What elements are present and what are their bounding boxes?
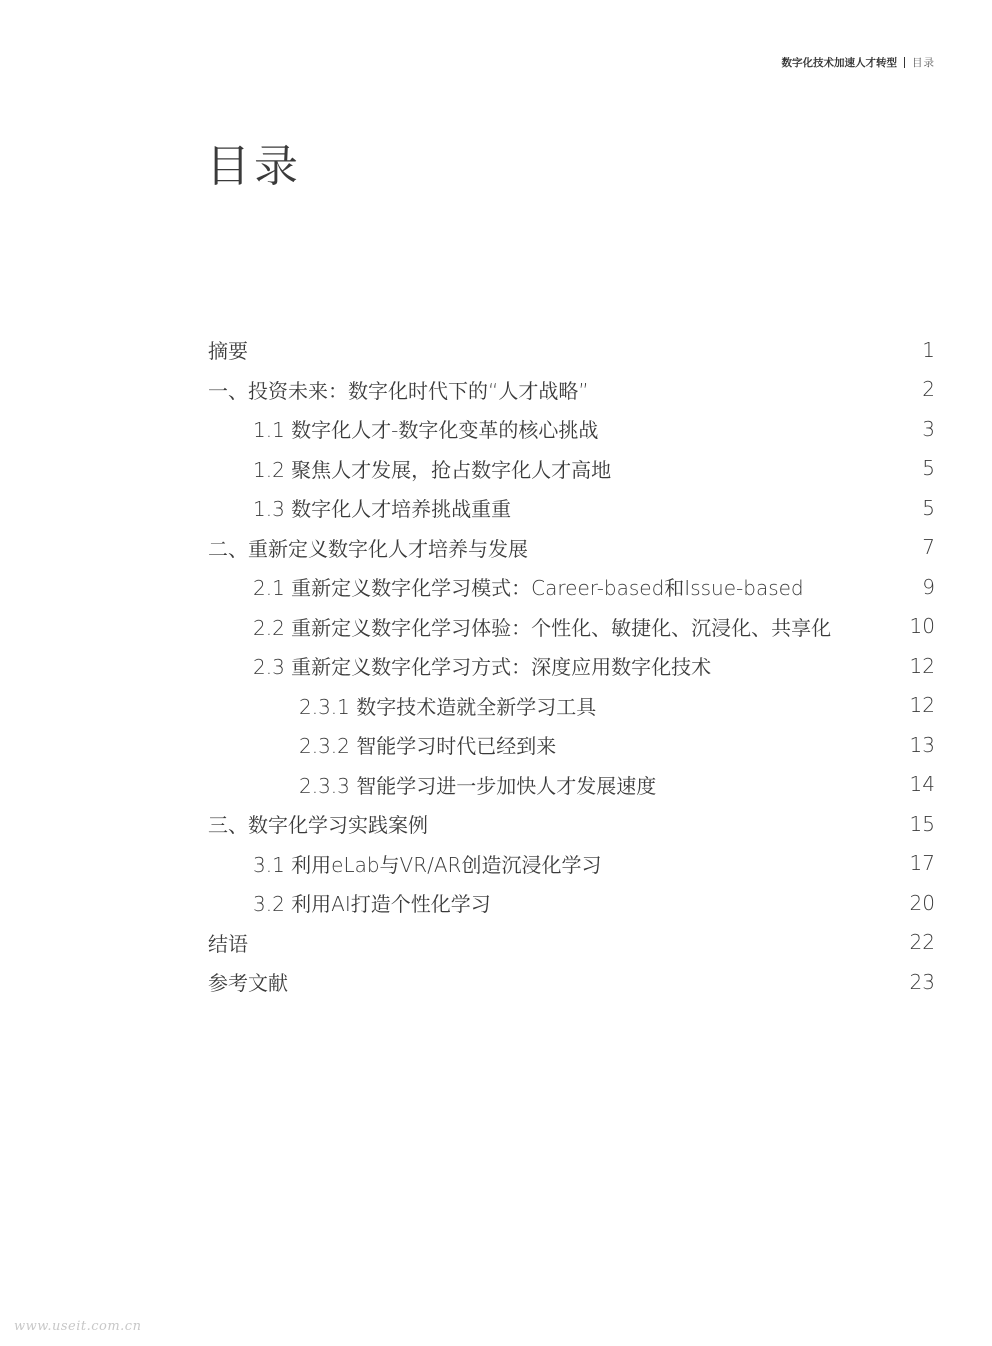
toc-entry-title: 2.1 重新定义数字化学习模式：Career-based和Issue-based xyxy=(253,576,804,601)
toc-entry-title: 一、投资未来：数字化时代下的“人才战略” xyxy=(208,378,589,403)
toc-entry[interactable] xyxy=(208,607,935,647)
toc-entry-page-number: 14 xyxy=(909,772,935,797)
toc-entry-title: 结语 xyxy=(208,931,248,956)
toc-entry-title: 摘要 xyxy=(208,339,248,364)
page-title: 目录 xyxy=(206,141,302,192)
toc-entry-page-number: 5 xyxy=(922,495,935,520)
toc-entry[interactable] xyxy=(208,962,935,1002)
toc-entry-page-number: 12 xyxy=(909,693,935,718)
toc-entry-page-number: 20 xyxy=(909,890,935,915)
toc-entry[interactable] xyxy=(208,883,935,923)
header-doc-title: 数字化技术加速人才转型 xyxy=(781,57,897,69)
toc-entry-page-number: 9 xyxy=(922,574,935,599)
running-header xyxy=(782,55,936,70)
toc-entry-title: 1.3 数字化人才培养挑战重重 xyxy=(253,497,512,522)
toc-entry-title: 参考文献 xyxy=(208,971,288,996)
toc-entry-page-number: 5 xyxy=(922,456,935,481)
header-section-label: 目录 xyxy=(912,57,935,69)
toc-entry-page-number: 17 xyxy=(909,851,935,876)
toc-entry-title: 2.3.2 智能学习时代已经到来 xyxy=(299,734,557,759)
toc-entry-title: 二、重新定义数字化人才培养与发展 xyxy=(208,536,528,561)
toc-entry[interactable] xyxy=(208,725,935,765)
toc-entry-page-number: 13 xyxy=(909,732,935,757)
toc-entry[interactable] xyxy=(208,488,935,528)
toc-entry-page-number: 1 xyxy=(922,337,935,362)
toc-entry-title: 2.3.3 智能学习进一步加快人才发展速度 xyxy=(299,773,657,798)
toc-entry-page-number: 10 xyxy=(909,614,935,639)
toc-entry-title: 2.3.1 数字技术造就全新学习工具 xyxy=(299,694,597,719)
toc-entry[interactable] xyxy=(208,370,935,410)
toc-entry-title: 1.2 聚焦人才发展，抢占数字化人才高地 xyxy=(253,457,612,482)
watermark: www.useit.com.cn xyxy=(14,1319,142,1334)
toc-entry-page-number: 22 xyxy=(909,930,935,955)
toc-entry[interactable] xyxy=(208,804,935,844)
toc-entry-page-number: 15 xyxy=(909,811,935,836)
toc-entry[interactable] xyxy=(208,330,935,370)
toc-entry-page-number: 7 xyxy=(922,535,935,560)
toc-entry-title: 三、数字化学习实践案例 xyxy=(208,813,428,838)
table-of-contents xyxy=(208,330,935,1002)
toc-entry-page-number: 3 xyxy=(922,416,935,441)
toc-entry-page-number: 12 xyxy=(909,653,935,678)
toc-entry[interactable] xyxy=(208,923,935,963)
toc-entry-title: 3.1 利用eLab与VR/AR创造沉浸化学习 xyxy=(253,852,602,877)
toc-entry[interactable] xyxy=(208,567,935,607)
toc-entry[interactable] xyxy=(208,844,935,884)
toc-entry-page-number: 23 xyxy=(909,969,935,994)
toc-entry-page-number: 2 xyxy=(922,377,935,402)
header-separator xyxy=(904,57,905,68)
toc-entry[interactable] xyxy=(208,765,935,805)
toc-entry[interactable] xyxy=(208,409,935,449)
toc-entry[interactable] xyxy=(208,449,935,489)
toc-entry-title: 2.2 重新定义数字化学习体验：个性化、敏捷化、沉浸化、共享化 xyxy=(253,615,832,640)
toc-entry-title: 1.1 数字化人才-数字化变革的核心挑战 xyxy=(253,418,599,443)
toc-entry[interactable] xyxy=(208,528,935,568)
toc-entry-title: 2.3 重新定义数字化学习方式：深度应用数字化技术 xyxy=(253,655,712,680)
toc-entry[interactable] xyxy=(208,646,935,686)
toc-entry[interactable] xyxy=(208,686,935,726)
toc-entry-title: 3.2 利用AI打造个性化学习 xyxy=(253,892,491,917)
